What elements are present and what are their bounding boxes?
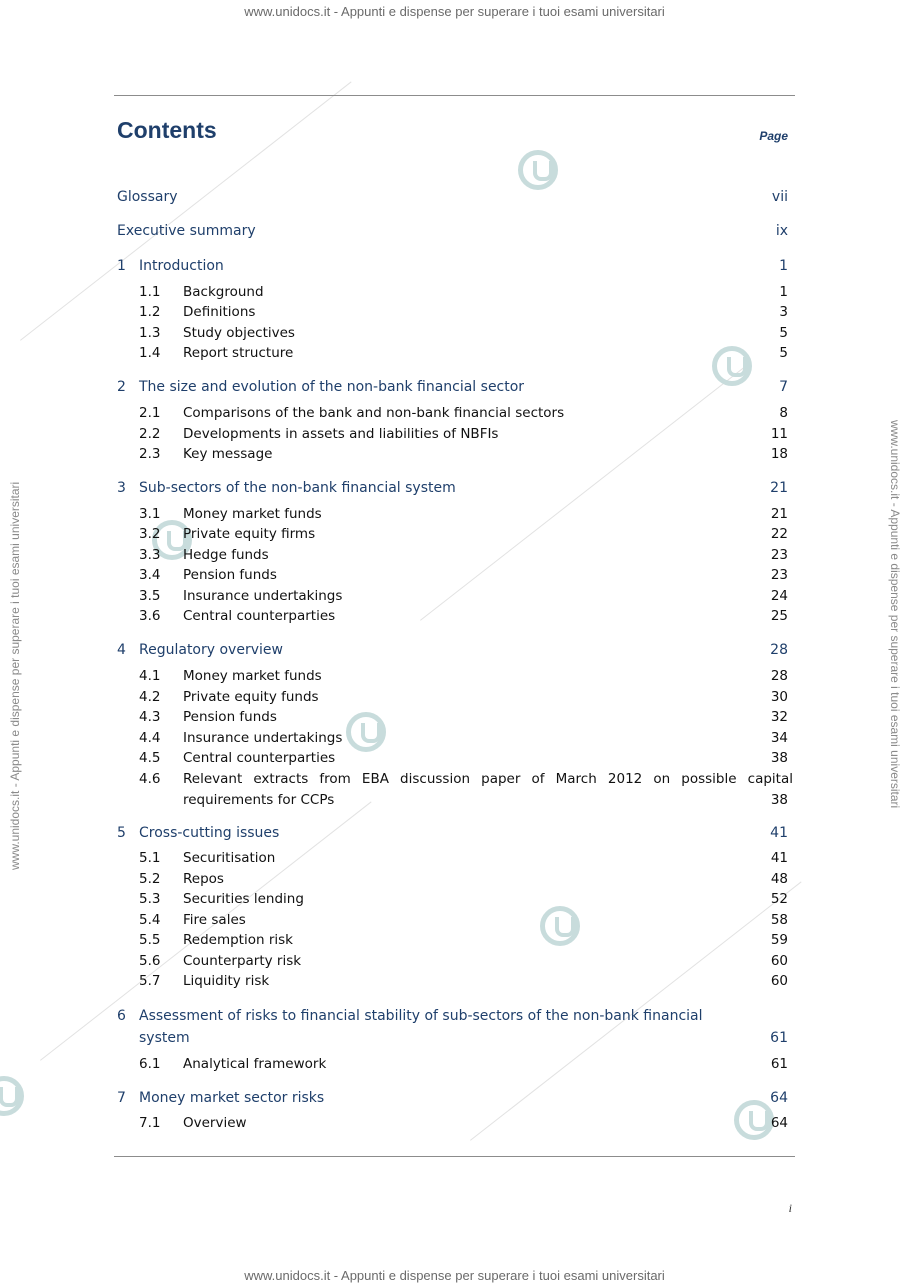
toc-entry-title: Sub-sectors of the non-bank financial system	[139, 480, 456, 496]
toc-section-entry[interactable]	[139, 1056, 788, 1076]
toc-section-entry[interactable]	[139, 325, 788, 345]
toc-section-entry[interactable]	[139, 608, 788, 628]
toc-entry-page: 23	[770, 547, 788, 563]
watermark-left: www.unidocs.it - Appunti e dispense per superare i tuoi esami universitari	[8, 481, 22, 870]
toc-entry-title: Securities lending	[183, 891, 304, 907]
toc-entry-title: Comparisons of the bank and non-bank financial sectors	[183, 405, 565, 421]
toc-entry-title: Pension funds	[183, 709, 277, 725]
toc-entry-title: Cross-cutting issues	[139, 825, 280, 841]
toc-entry-page: 23	[770, 567, 788, 583]
toc-entry-number: 6	[117, 1008, 126, 1024]
toc-entry-title: Glossary	[117, 189, 178, 205]
toc-entry-page: 1	[779, 284, 788, 300]
toc-entry-number: 5	[117, 825, 126, 841]
toc-entry-page: 64	[770, 1115, 788, 1131]
toc-chapter-entry[interactable]	[117, 189, 788, 209]
toc-entry-title-continued: system	[139, 1030, 190, 1046]
toc-entry-page: 18	[770, 446, 788, 462]
toc-entry-page: 3	[779, 304, 788, 320]
toc-entry-page: 22	[770, 526, 788, 542]
toc-entry-title: Liquidity risk	[183, 973, 270, 989]
toc-section-entry[interactable]	[139, 547, 788, 567]
toc-entry-number: 4.3	[139, 709, 161, 725]
toc-section-entry[interactable]	[139, 771, 793, 815]
toc-entry-title: Regulatory overview	[139, 642, 283, 658]
watermark-logo-icon	[0, 1076, 24, 1116]
toc-entry-number: 4.4	[139, 730, 161, 746]
toc-entry-title: Counterparty risk	[183, 953, 302, 969]
toc-entry-number: 5.1	[139, 850, 161, 866]
toc-chapter-entry[interactable]	[117, 825, 788, 845]
toc-entry-title: Relevant extracts from EBA discussion paper of March 2012 on possible capital	[183, 771, 793, 787]
toc-section-entry[interactable]	[139, 689, 788, 709]
toc-section-entry[interactable]	[139, 709, 788, 729]
toc-entry-number: 1.1	[139, 284, 161, 300]
page-column-label: Page	[759, 129, 788, 143]
toc-entry-number: 4.6	[139, 771, 161, 787]
toc-section-entry[interactable]	[139, 567, 788, 587]
watermark-top: www.unidocs.it - Appunti e dispense per superare i tuoi esami universitari	[244, 4, 665, 19]
toc-entry-page: vii	[771, 189, 788, 205]
page-title: Contents	[117, 117, 217, 143]
toc-entry-page: 30	[770, 689, 788, 705]
toc-entry-number: 4.2	[139, 689, 161, 705]
toc-entry-title: Private equity firms	[183, 526, 316, 542]
toc-chapter-entry[interactable]	[117, 1008, 788, 1052]
toc-entry-page: 60	[770, 973, 788, 989]
toc-entry-page: 21	[770, 480, 788, 496]
toc-entry-page: 48	[770, 871, 788, 887]
toc-chapter-entry[interactable]	[117, 1090, 788, 1110]
toc-entry-title-continued: requirements for CCPs	[183, 792, 335, 808]
toc-section-entry[interactable]	[139, 506, 788, 526]
toc-entry-title: Study objectives	[183, 325, 295, 341]
toc-entry-title: Analytical framework	[183, 1056, 327, 1072]
toc-chapter-entry[interactable]	[117, 480, 788, 500]
toc-entry-page: 25	[770, 608, 788, 624]
watermark-bottom: www.unidocs.it - Appunti e dispense per superare i tuoi esami universitari	[244, 1268, 665, 1283]
toc-entry-title: Repos	[183, 871, 224, 887]
toc-entry-title: The size and evolution of the non-bank financial sector	[139, 379, 525, 395]
toc-section-entry[interactable]	[139, 446, 788, 466]
toc-entry-page: 64	[770, 1090, 788, 1106]
toc-entry-page: 38	[770, 792, 788, 808]
watermark-logo-icon	[518, 150, 558, 190]
toc-entry-number: 1.4	[139, 345, 161, 361]
toc-section-entry[interactable]	[139, 850, 788, 870]
toc-entry-page: 28	[770, 642, 788, 658]
toc-entry-page: 28	[770, 668, 788, 684]
toc-entry-page: ix	[775, 223, 788, 239]
toc-section-entry[interactable]	[139, 1115, 788, 1135]
toc-section-entry[interactable]	[139, 304, 788, 324]
toc-entry-title: Report structure	[183, 345, 294, 361]
toc-entry-number: 5.5	[139, 932, 161, 948]
toc-section-entry[interactable]	[139, 345, 788, 365]
toc-section-entry[interactable]	[139, 912, 788, 932]
toc-entry-title: Fire sales	[183, 912, 246, 928]
toc-entry-number: 5.4	[139, 912, 161, 928]
page-number: i	[788, 1201, 792, 1215]
toc-section-entry[interactable]	[139, 426, 788, 446]
toc-chapter-entry[interactable]	[117, 642, 788, 662]
toc-entry-title: Hedge funds	[183, 547, 269, 563]
toc-entry-number: 2.3	[139, 446, 161, 462]
toc-entry-title: Money market sector risks	[139, 1090, 325, 1106]
toc-entry-number: 4.5	[139, 750, 161, 766]
toc-section-entry[interactable]	[139, 730, 788, 750]
toc-entry-title: Insurance undertakings	[183, 730, 343, 746]
toc-entry-page: 59	[770, 932, 788, 948]
toc-entry-title: Insurance undertakings	[183, 588, 343, 604]
toc-section-entry[interactable]	[139, 526, 788, 546]
toc-section-entry[interactable]	[139, 871, 788, 891]
toc-chapter-entry[interactable]	[117, 379, 788, 399]
bottom-rule	[114, 1156, 795, 1157]
toc-entry-page: 24	[770, 588, 788, 604]
toc-entry-page: 5	[779, 325, 788, 341]
toc-section-entry[interactable]	[139, 891, 788, 911]
toc-entry-number: 1.2	[139, 304, 161, 320]
toc-entry-title: Redemption risk	[183, 932, 293, 948]
toc-entry-number: 4	[117, 642, 126, 658]
toc-entry-title: Private equity funds	[183, 689, 319, 705]
toc-entry-title: Securitisation	[183, 850, 276, 866]
toc-entry-title: Developments in assets and liabilities of NBFIs	[183, 426, 499, 442]
toc-entry-number: 3.1	[139, 506, 161, 522]
toc-section-entry[interactable]	[139, 405, 788, 425]
toc-entry-page: 41	[770, 825, 788, 841]
toc-entry-number: 5.2	[139, 871, 161, 887]
toc-entry-title: Introduction	[139, 258, 224, 274]
toc-entry-title: Central counterparties	[183, 608, 336, 624]
toc-entry-title: Executive summary	[117, 223, 256, 239]
toc-entry-number: 2.1	[139, 405, 161, 421]
toc-entry-number: 7.1	[139, 1115, 161, 1131]
toc-entry-number: 3	[117, 480, 126, 496]
toc-entry-page: 11	[770, 426, 788, 442]
toc-entry-page: 5	[779, 345, 788, 361]
toc-entry-page: 7	[779, 379, 788, 395]
toc-entry-number: 3.5	[139, 588, 161, 604]
toc-entry-number: 3.2	[139, 526, 161, 542]
toc-entry-title: Pension funds	[183, 567, 277, 583]
toc-section-entry[interactable]	[139, 668, 788, 688]
toc-entry-page: 8	[779, 405, 788, 421]
toc-entry-page: 1	[779, 258, 788, 274]
toc-entry-page: 61	[770, 1030, 788, 1046]
toc-entry-page: 21	[770, 506, 788, 522]
toc-entry-page: 58	[770, 912, 788, 928]
toc-entry-page: 60	[770, 953, 788, 969]
toc-section-entry[interactable]	[139, 750, 788, 770]
toc-entry-title: Key message	[183, 446, 273, 462]
toc-entry-number: 3.4	[139, 567, 161, 583]
toc-entry-page: 34	[770, 730, 788, 746]
toc-entry-number: 3.6	[139, 608, 161, 624]
toc-entry-page: 41	[770, 850, 788, 866]
watermark-right: www.unidocs.it - Appunti e dispense per superare i tuoi esami universitari	[888, 420, 902, 809]
toc-entry-title: Definitions	[183, 304, 256, 320]
toc-entry-title: Background	[183, 284, 264, 300]
toc-entry-number: 1	[117, 258, 126, 274]
toc-entry-number: 2.2	[139, 426, 161, 442]
toc-entry-page: 52	[770, 891, 788, 907]
toc-entry-page: 38	[770, 750, 788, 766]
top-rule	[114, 95, 795, 96]
toc-chapter-entry[interactable]	[117, 223, 788, 243]
toc-entry-title: Central counterparties	[183, 750, 336, 766]
toc-chapter-entry[interactable]	[117, 258, 788, 278]
toc-entry-number: 4.1	[139, 668, 161, 684]
toc-entry-number: 3.3	[139, 547, 161, 563]
toc-section-entry[interactable]	[139, 973, 788, 993]
toc-entry-number: 6.1	[139, 1056, 161, 1072]
toc-entry-page: 32	[770, 709, 788, 725]
toc-entry-title: Assessment of risks to financial stability of sub-sectors of the non-bank financial	[139, 1008, 703, 1024]
toc-section-entry[interactable]	[139, 284, 788, 304]
toc-section-entry[interactable]	[139, 588, 788, 608]
toc-entry-title: Overview	[183, 1115, 247, 1131]
toc-entry-number: 5.6	[139, 953, 161, 969]
toc-entry-title: Money market funds	[183, 506, 322, 522]
toc-entry-number: 2	[117, 379, 126, 395]
toc-entry-number: 7	[117, 1090, 126, 1106]
toc-entry-number: 1.3	[139, 325, 161, 341]
toc-section-entry[interactable]	[139, 953, 788, 973]
toc-entry-number: 5.3	[139, 891, 161, 907]
toc-entry-title: Money market funds	[183, 668, 322, 684]
toc-entry-number: 5.7	[139, 973, 161, 989]
toc-section-entry[interactable]	[139, 932, 788, 952]
toc-entry-page: 61	[770, 1056, 788, 1072]
